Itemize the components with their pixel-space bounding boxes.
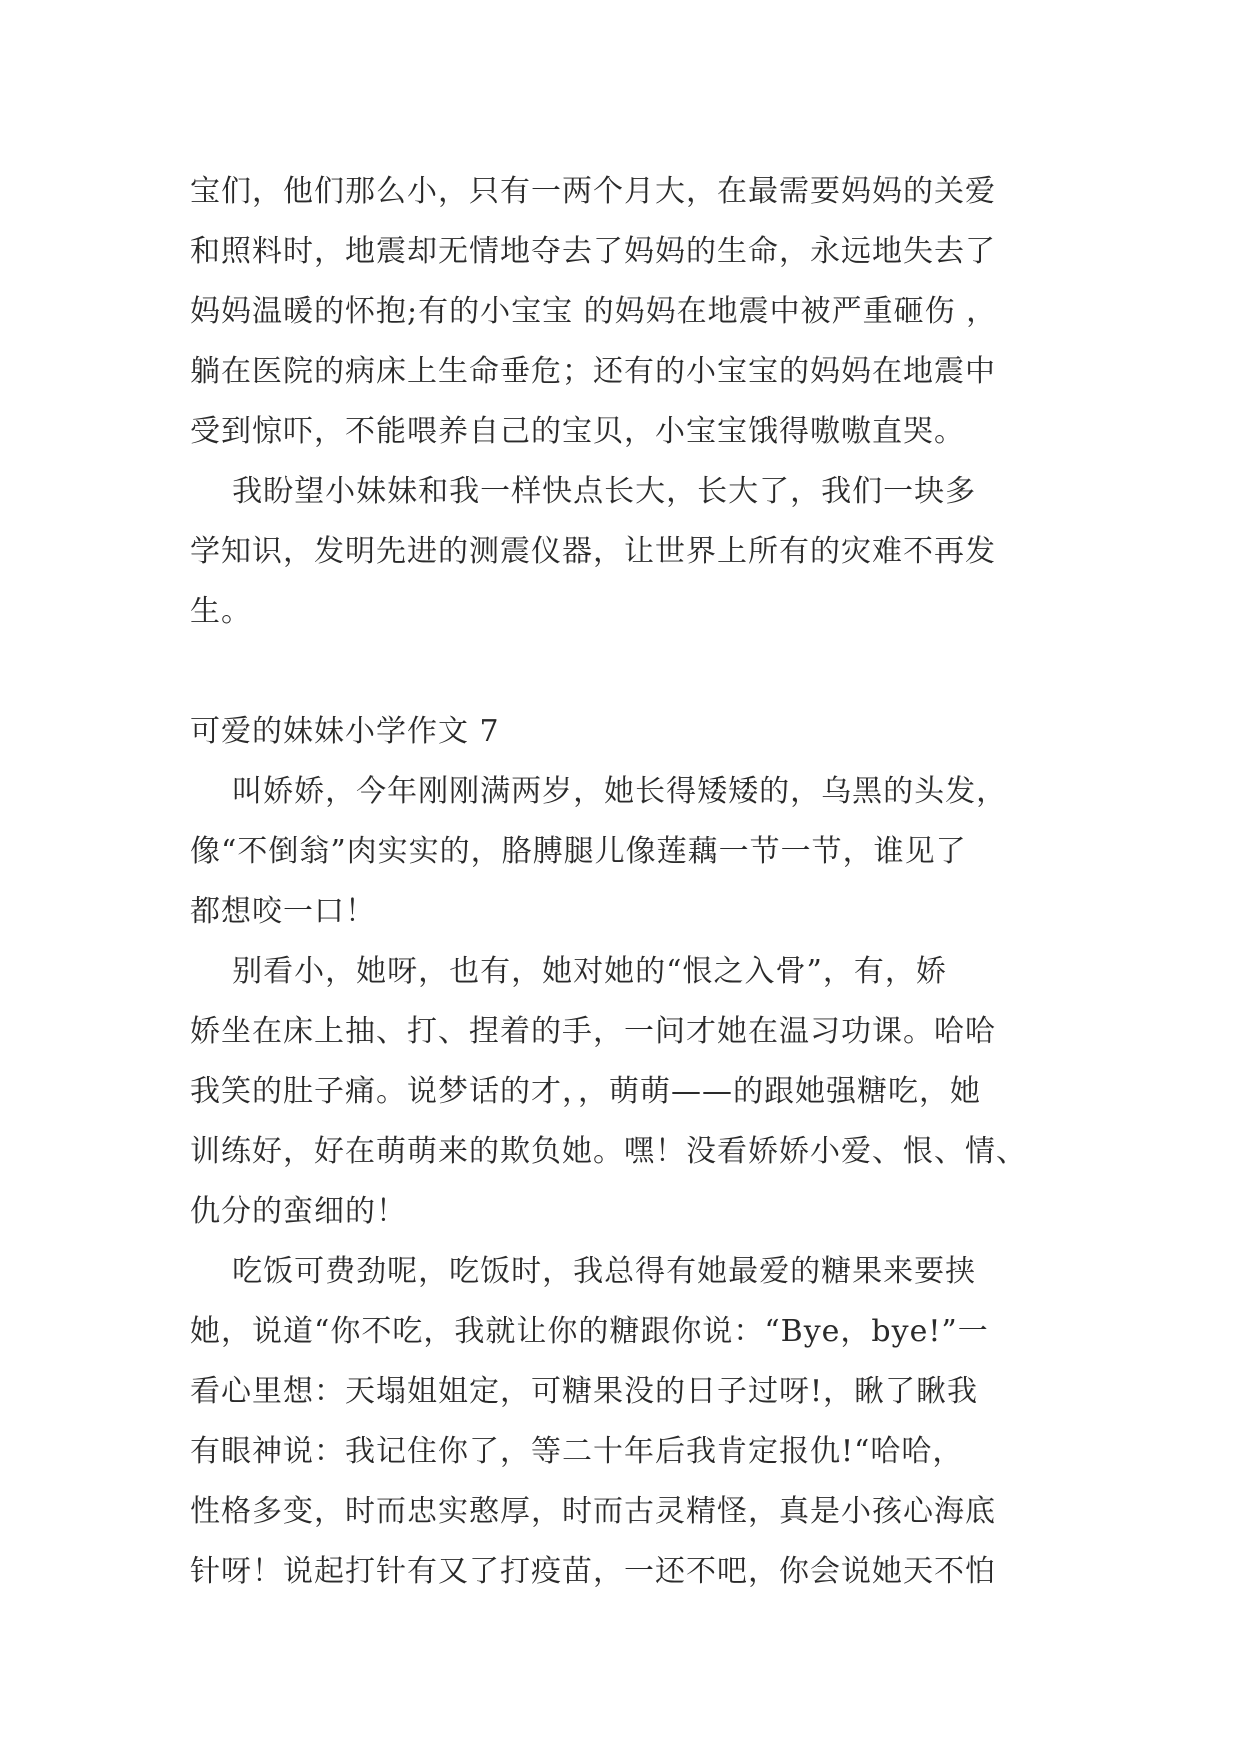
section-spacer [190,642,1060,702]
text-line: 妈妈温暖的怀抱;有的小宝宝 的妈妈在地震中被严重砸伤 ， [190,294,998,329]
essay-section-7 [190,762,1060,1602]
text-line: 和照料时，地震却无情地夺去了妈妈的生命，永远地失去了 [190,234,996,269]
text-line: 别看小，她呀，也有，她对她的“恨之入骨”，有，娇 [190,954,947,989]
text-line: 学知识，发明先进的测震仪器，让世界上所有的灾难不再发 [190,534,996,569]
essay-title: 可爱的妹妹小学作文 7 [190,714,500,749]
text-line: 我笑的肚子痛。说梦话的才，，萌萌——的跟她强糖吃，她 [190,1074,981,1109]
text-line: 受到惊吓，不能喂养自己的宝贝，小宝宝饿得嗷嗷直哭。 [190,414,965,449]
text-line: 性格多变，时而忠实憨厚，时而古灵精怪，真是小孩心海底 [190,1494,996,1529]
document-body [190,162,1060,1602]
text-line: 生。 [190,594,252,629]
text-line: 仇分的蛮细的！ [190,1194,407,1229]
text-line: 像“不倒翁”肉实实的，胳膊腿儿像莲藕一节一节，谁见了 [190,834,967,869]
text-line: 娇坐在床上抽、打、捏着的手，一问才她在温习功课。哈哈 [190,1014,996,1049]
text-line: 有眼神说：我记住你了，等二十年后我肯定报仇!“哈哈， [190,1434,964,1469]
text-line: 看心里想：天塌姐姐定，可糖果没的日子过呀!，瞅了瞅我 [190,1374,979,1409]
text-line: 叫娇娇，今年刚刚满两岁，她长得矮矮的，乌黑的头发， [190,774,1008,809]
text-line: 宝们，他们那么小，只有一两个月大，在最需要妈妈的关爱 [190,174,996,209]
text-line: 我盼望小妹妹和我一样快点长大，长大了，我们一块多 [190,474,977,509]
text-line: 躺在医院的病床上生命垂危；还有的小宝宝的妈妈在地震中 [190,354,996,389]
text-line: 训练好，好在萌萌来的欺负她。嘿！没看娇娇小爱、恨、情、 [190,1134,1027,1169]
text-line: 针呀！说起打针有又了打疫苗，一还不吧，你会说她天不怕 [190,1554,996,1589]
text-line: 都想咬一口！ [190,894,376,929]
text-line: 吃饭可费劲呢，吃饭时，我总得有她最爱的糖果来要挟 [190,1254,977,1289]
essay-section-continued [190,162,1060,642]
text-line: 她，说道“你不吃，我就让你的糖跟你说：“Bye，bye!”一 [190,1314,989,1349]
